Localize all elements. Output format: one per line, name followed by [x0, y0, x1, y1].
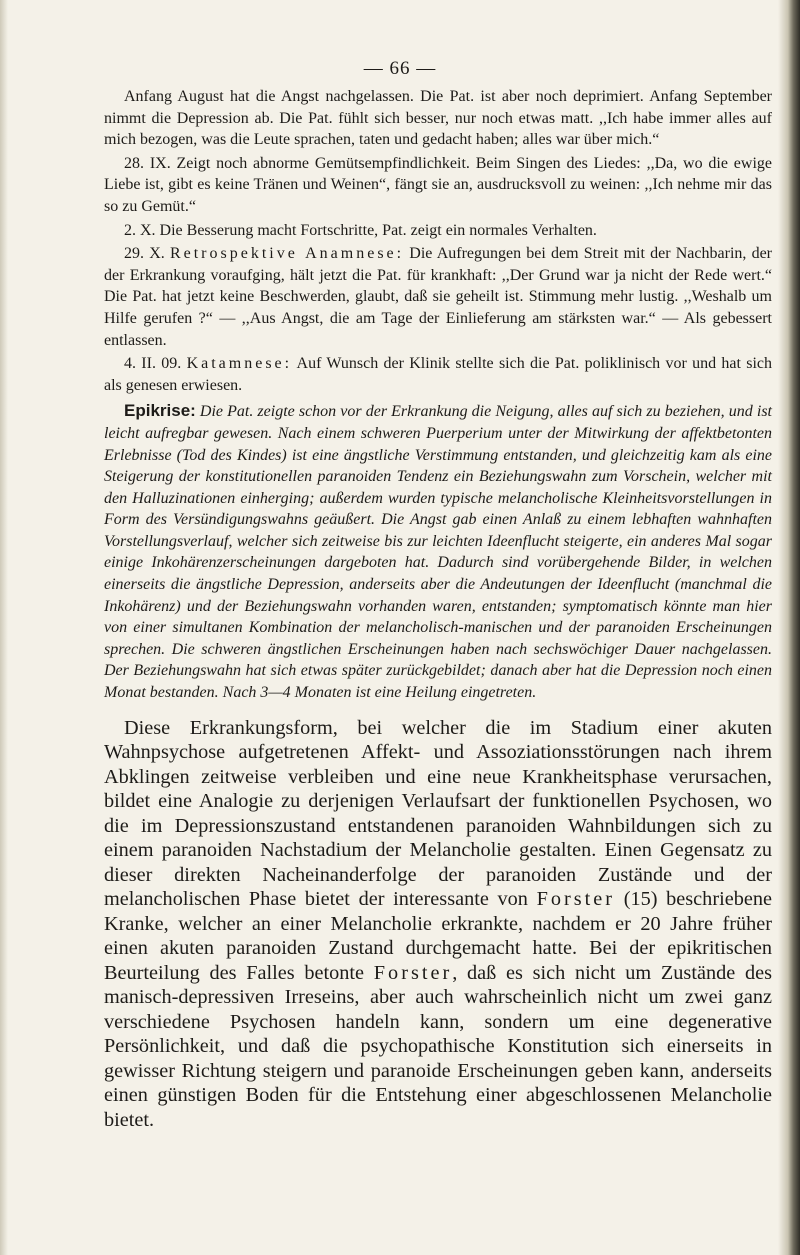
- note-date: 4. II. 09.: [124, 355, 182, 373]
- catamnesis-label: Katamnese:: [186, 355, 293, 373]
- main-text: (15) beschriebene Kranke, welcher an einer Melancholie erkrankte, nachdem er 20 Jahre früher einen akuten paranoiden Zustand durchgemacht hatte. Bei der epikritischen Beurteilung des Falles betonte: [104, 888, 772, 984]
- epikrise-paragraph: [104, 400, 772, 703]
- case-note-paragraph: 2. X. Die Besserung macht Fortschritte, Pat. zeigt ein normales Verhalten.: [124, 221, 597, 239]
- case-note-paragraph: Anfang August hat die Angst nachgelassen. Die Pat. ist aber noch deprimiert. Anfang September nimmt die Depression ab. Die Pat. fühlt sich besser, nur noch etwas matt. ,,Ich habe immer alles auf mich bezogen, was die Leute sprachen, taten und gedacht haben; alles war über mich.“: [104, 88, 772, 149]
- scan-edge-right: [778, 0, 800, 1255]
- epikrise-label: Epikrise:: [124, 401, 196, 421]
- page-body: [104, 86, 772, 1132]
- note-date: 29. X.: [124, 245, 165, 263]
- author-name: Forster: [373, 961, 453, 984]
- retrospective-anamnesis-paragraph: [104, 243, 772, 351]
- main-text: , daß es sich nicht um Zustände des manisch-depressiven Irreseins, aber auch wahrscheinlich nicht um zwei ganz verschiedene Psychosen handeln kann, sondern um eine degenerative Persönlichkeit, und daß die psychopathische Konstitution sich einerseits in gewisser Richtung steigern und paranoide Erscheinungen geben kann, anderseits einen günstigen Boden für die Entstehung einer abgeschlossenen Melancholie bietet.: [104, 961, 772, 1131]
- catamnesis-text: Auf Wunsch der Klinik stellte sich die Pat. poliklinisch vor und hat sich als genesen erwiesen.: [104, 355, 773, 394]
- main-text: Diese Erkrankungsform, bei welcher die im Stadium einer akuten Wahnpsychose aufgetretenen Affekt- und Assoziationsstörungen nach ihrem Abklingen zeitweise verbleiben und eine neue Krankheitsphase verursachen, bildet eine Analogie zu derjenigen Verlaufsart der funktionellen Psychosen, wo die im Depressionszustand entstandenen paranoiden Wahnbildungen sich zu einem paranoiden Nachstadium der Melancholie gestalten. Einen Gegensatz zu dieser direkten Nacheinanderfolge der paranoiden Zustände und der melancholischen Phase bietet der interessante von: [104, 716, 772, 911]
- catamnesis-paragraph: [104, 353, 772, 396]
- case-notes: [104, 86, 772, 396]
- page-number: — 66 —: [363, 58, 437, 79]
- epikrise-text: Die Pat. zeigte schon vor der Erkrankung die Neigung, alles auf sich zu beziehen, und ist leicht aufregbar gewesen. Nach einem schweren Puerperium unter der Mitwirkung der affektbetonten Erlebnisse (Tod des Kindes) ist eine ängstliche Verstimmung entstanden, und gleichzeitig kam als eine Steigerung der konstitutionellen paranoiden Tendenz ein Beziehungswahn zum Vorschein, welcher mit den Halluzinationen einherging; außerdem wurden typische melancholische Kleinheitsvorstellungen in Form des Versündigungswahns geäußert. Die Angst gab einen Anlaß zu einem lebhaften wahnhaften Vorstellungsverlauf, welcher sich zeitweise bis zur leichten Ideenflucht steigerte, ein anderes Mal sogar einige Inkohärenzerscheinungen dargeboten hat. Dadurch sind vorübergehende Bilder, in welchen einerseits die ängstliche Depression, anderseits aber die Andeutungen der Ideenflucht (manchmal die Inkohärenz) und der Beziehungswahn vorhanden waren, entstanden; symptomatisch könnte man hier von einer simultanen Kombination der melancholisch-manischen und der paranoiden Erscheinungen sprechen. Die schweren ängstlichen Erscheinungen haben nach sechswöchiger Dauer nachgelassen. Der Beziehungswahn hat sich etwas später zurückgebildet; danach aber hat die Depression noch einen Monat bestanden. Nach 3—4 Monaten ist eine Heilung eingetreten.: [104, 403, 772, 702]
- retrospective-anamnesis-text: Die Aufregungen bei dem Streit mit der Nachbarin, der der Erkrankung voraufging, hält jetzt die Pat. für krankhaft: ,,Der Grund war ja nicht der Rede wert.“ Die Pat. hat jetzt keine Beschwerden, glaubt, daß sie geheilt ist. Stimmung mehr lustig. ,,Weshalb um Hilfe gerufen ?“ — ,,Aus Angst, die am Tage der Einlieferung am stärksten war.“ — Als gebessert entlassen.: [104, 245, 772, 349]
- author-name: Forster: [536, 888, 616, 911]
- retrospective-anamnesis-label: Retrospektive Anamnese:: [169, 245, 405, 263]
- scan-edge-left: [0, 0, 8, 1255]
- main-paragraph: [104, 716, 772, 1133]
- case-note-paragraph: 28. IX. Zeigt noch abnorme Gemütsempfindlichkeit. Beim Singen des Liedes: ,,Da, wo die ewige Liebe ist, gibt es keine Tränen und Weinen“, fängt sie an, ausdrucksvoll zu weinen: ,,Ich nehme mir das so zu Gemüt.“: [104, 154, 772, 215]
